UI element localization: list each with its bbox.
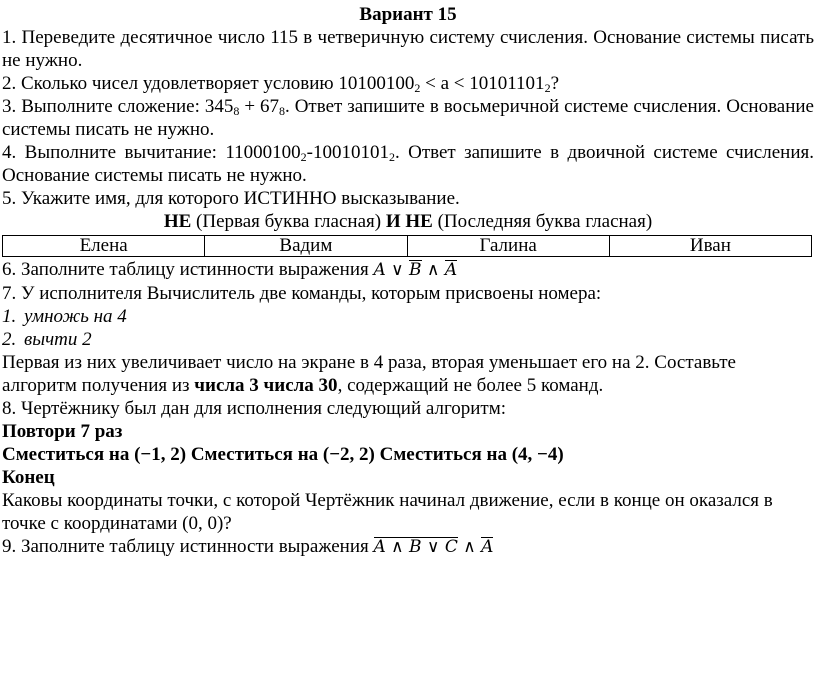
question-9-expression xyxy=(374,537,494,557)
question-9-text: 9. Заполните таблицу истинности выражения xyxy=(2,536,374,557)
question-3-base1: 8 xyxy=(233,104,240,118)
q7-desc-bold: числа 3 числа 30 xyxy=(194,375,338,396)
q7-desc-suffix: , содержащий не более 5 команд. xyxy=(337,375,604,396)
variant-title: Вариант 15 xyxy=(359,4,457,25)
question-2-suffix: ? xyxy=(550,73,559,94)
expr6-op-and: ∧ xyxy=(421,260,445,280)
condition-part1: (Первая буква гласная) xyxy=(191,211,386,232)
question-8: 8. Чертёжнику был дан для исполнения следующий алгоритм: xyxy=(2,398,507,419)
name-cell: Вадим xyxy=(205,236,407,257)
expr9-var-c: C xyxy=(444,537,458,557)
name-cell: Иван xyxy=(609,236,811,257)
question-4 xyxy=(2,141,814,187)
expr6-op-or: ∨ xyxy=(385,260,410,280)
question-4-prefix: 4. Выполните вычитание: 11000100 xyxy=(2,142,301,163)
question-3-prefix: 3. Выполните сложение: 345 xyxy=(2,96,234,117)
question-4-base2: 2 xyxy=(388,150,395,164)
question-7-description xyxy=(2,351,814,397)
expr9-var-a: A xyxy=(373,537,386,557)
algorithm-repeat xyxy=(2,420,814,443)
question-3 xyxy=(2,95,814,141)
question-2-base2: 2 xyxy=(544,81,551,95)
name-cell: Елена xyxy=(3,236,205,257)
expr9-op-or: ∨ xyxy=(421,537,445,557)
question-2-base1: 2 xyxy=(414,81,421,95)
question-6 xyxy=(2,258,814,282)
condition-and-not: И НЕ xyxy=(385,211,433,232)
question-5: 5. Укажите имя, для которого ИСТИННО высказывание. xyxy=(2,188,460,209)
question-8-question: Каковы координаты точки, с которой Чертёжник начинал движение, если в конце он оказался в точке с координатами (0, 0)? xyxy=(2,490,773,534)
command-2-number: 2. xyxy=(2,329,17,350)
algorithm-repeat-label: Повтори 7 раз xyxy=(2,421,123,442)
condition-part2: (Последняя буква гласная) xyxy=(432,211,653,232)
question-1: 1. Переведите десятичное число 115 в четверичную систему счисления. Основание системы писать не нужно. xyxy=(2,27,814,71)
expr9-negated-group xyxy=(374,537,458,556)
question-3-base2: 8 xyxy=(279,104,285,118)
command-1-number: 1. xyxy=(2,306,17,327)
question-7: 7. У исполнителя Вычислитель две команды, которым присвоены номера: xyxy=(2,283,602,304)
question-4-base1: 2 xyxy=(300,150,307,164)
algorithm-moves xyxy=(2,443,814,466)
question-2-mid: < a < 10101101 xyxy=(420,73,545,94)
expr6-var-a-negated: A xyxy=(444,260,458,280)
name-cell: Галина xyxy=(407,236,609,257)
algorithm-end xyxy=(2,466,814,489)
command-1-label: умножь на 4 xyxy=(24,306,127,327)
names-row xyxy=(3,236,812,257)
question-9 xyxy=(2,535,814,559)
question-6-expression xyxy=(374,260,458,280)
q7-desc-prefix: Первая из них увеличивает число на экране в 4 раза, вторая уменьшает его на 2. Составьте алгоритм получения из xyxy=(2,352,736,396)
question-4-suffix: . Ответ запишите в двоичной системе счисления. Основание системы писать не нужно. xyxy=(2,142,814,186)
condition-not: НЕ xyxy=(163,211,192,232)
question-4-mid: -10010101 xyxy=(306,142,389,163)
question-2-prefix: 2. Сколько чисел удовлетворяет условию 10100100 xyxy=(2,73,415,94)
algorithm-end-label: Конец xyxy=(2,467,55,488)
command-2 xyxy=(2,328,814,351)
expr6-var-a: A xyxy=(373,260,386,280)
question-6-text: 6. Заполните таблицу истинности выражения xyxy=(2,259,374,280)
command-2-label: вычти 2 xyxy=(24,329,92,350)
expr9-var-b: B xyxy=(409,537,422,557)
expr9-op-and1: ∧ xyxy=(385,537,410,557)
question-2 xyxy=(2,72,814,95)
question-5-condition xyxy=(2,210,814,233)
names-table xyxy=(2,235,812,257)
question-3-mid: + 67 xyxy=(239,96,279,117)
expr9-var-a-negated: A xyxy=(481,537,494,557)
algorithm-moves-label: Сместиться на (−1, 2) Сместиться на (−2, 2) Сместиться на (4, −4) xyxy=(2,444,564,465)
expr9-op-and2: ∧ xyxy=(457,537,482,557)
expr6-var-b-negated: B xyxy=(409,260,422,280)
command-1 xyxy=(2,305,814,328)
question-3-suffix: . Ответ запишите в восьмеричной системе счисления. Основание системы писать не нужно. xyxy=(2,96,814,140)
